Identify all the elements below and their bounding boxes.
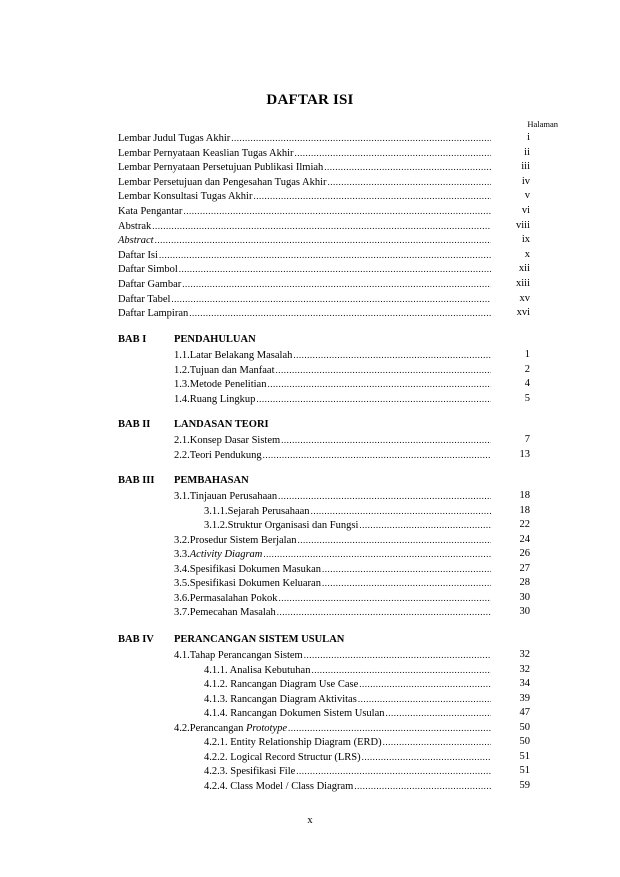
entry-page-number: 50 — [519, 736, 530, 747]
dot-leader — [324, 160, 491, 174]
entry-text-part: Teori Pendukung — [189, 449, 262, 461]
toc-entry[interactable] — [204, 764, 492, 778]
entry-text-part: Tahap Perancangan Sistem — [189, 650, 303, 661]
entry-text-part: Activity Diagram — [189, 549, 263, 560]
toc-entry[interactable] — [174, 392, 492, 406]
entry-text-part: 4.1.2. Rancangan Diagram Use Case — [204, 679, 359, 690]
entry-text — [190, 378, 267, 392]
entry-text — [190, 577, 321, 591]
dot-leader — [328, 175, 491, 189]
toc-entry[interactable] — [174, 591, 492, 605]
toc-entry[interactable] — [174, 533, 492, 547]
entry-page-number: xv — [519, 292, 530, 304]
dot-leader — [171, 292, 491, 306]
entry-text — [204, 664, 310, 678]
entry-text-part: Pemecahan Masalah — [189, 607, 276, 618]
entry-text — [204, 693, 357, 707]
dot-leader — [263, 547, 491, 561]
entry-number: 4.1. — [174, 650, 190, 661]
dot-leader — [267, 377, 491, 391]
entry-page-number: 50 — [519, 721, 530, 733]
entry-text-part: Spesifikasi Dokumen Masukan — [189, 563, 321, 575]
entry-text — [190, 649, 303, 663]
entry-text — [190, 434, 280, 448]
dot-leader — [359, 518, 491, 532]
footer-page-number: x — [307, 815, 313, 826]
toc-entry[interactable] — [204, 735, 492, 749]
dot-leader — [322, 576, 491, 590]
entry-page-number: ii — [524, 146, 530, 158]
entry-text-part: Daftar Gambar — [118, 279, 182, 290]
toc-entry[interactable] — [118, 146, 492, 160]
entry-text-part: Daftar Simbol — [118, 264, 178, 276]
entry-number: 3.1.2. — [204, 520, 228, 531]
entry-number: 2.1. — [174, 435, 190, 446]
toc-entry[interactable] — [174, 433, 492, 447]
toc-entry[interactable] — [174, 348, 492, 362]
entry-text-part: 4.2.1. Entity Relationship Diagram (ERD) — [204, 737, 382, 748]
entry-page-number: 18 — [519, 504, 530, 516]
dot-leader — [311, 504, 491, 518]
entry-text-part: 4.2.3. Spesifikasi File — [204, 766, 296, 777]
dot-leader — [295, 146, 491, 160]
entry-text-part: Lembar Pernyataan Persetujuan Publikasi Ilmiah — [118, 162, 324, 174]
dot-leader — [281, 433, 491, 447]
entry-page-number: 59 — [519, 779, 530, 791]
entry-text — [190, 606, 276, 620]
toc-entry[interactable] — [174, 562, 492, 576]
entry-text — [118, 190, 252, 204]
toc-entry[interactable] — [174, 648, 492, 662]
entry-page-number: 30 — [519, 591, 530, 603]
entry-text-part: 4.1.4. Rancangan Dokumen Sistem Usulan — [204, 708, 385, 719]
entry-text — [190, 393, 256, 407]
toc-entry[interactable] — [174, 363, 492, 377]
toc-entry[interactable] — [204, 504, 492, 518]
toc-entry[interactable] — [118, 292, 492, 306]
toc-entry[interactable] — [118, 204, 492, 218]
entry-page-number: 22 — [519, 519, 530, 530]
dot-leader — [183, 204, 491, 218]
entry-text-part: 4.2.2. Logical Record Structur (LRS) — [204, 751, 361, 763]
dot-leader — [277, 605, 491, 619]
entry-text — [118, 220, 151, 234]
entry-text — [118, 234, 154, 248]
entry-text-part: Lembar Konsultasi Tugas Akhir — [118, 191, 253, 203]
chapter-title[interactable]: PEMBAHASAN — [174, 475, 249, 486]
toc-entry[interactable] — [118, 175, 492, 189]
toc-entry[interactable] — [174, 721, 492, 735]
entry-page-number: 26 — [519, 548, 530, 559]
entry-number: 3.7. — [174, 607, 190, 618]
entry-text — [190, 563, 321, 577]
entry-text — [118, 147, 294, 161]
dot-leader — [182, 277, 491, 291]
entry-number: 1.4. — [174, 393, 190, 405]
entry-page-number: 51 — [519, 765, 530, 776]
dot-leader — [253, 189, 491, 203]
dot-leader — [256, 392, 491, 406]
dot-leader — [311, 663, 491, 677]
entry-number: 1.1. — [174, 350, 190, 361]
entry-number: 3.2. — [174, 534, 190, 546]
entry-page-number: 32 — [519, 649, 530, 660]
dot-leader — [362, 750, 491, 764]
toc-entry[interactable] — [118, 306, 492, 320]
entry-text-part: Latar Belakang Masalah — [189, 350, 293, 361]
entry-page-number: 27 — [519, 562, 530, 574]
entry-text-part: Permasalahan Pokok — [189, 592, 278, 604]
dot-leader — [358, 692, 491, 706]
entry-text — [118, 205, 182, 219]
entry-text-part: Daftar Tabel — [118, 293, 171, 305]
toc-entry[interactable] — [204, 750, 492, 764]
toc-entry[interactable] — [204, 706, 492, 720]
entry-number: 3.3. — [174, 549, 190, 560]
entry-page-number: 47 — [519, 707, 530, 718]
toc-entry[interactable] — [118, 233, 492, 247]
dot-leader — [179, 262, 491, 276]
entry-page-number: iv — [521, 175, 530, 187]
toc-entry[interactable] — [204, 779, 492, 793]
entry-page-number: 13 — [519, 448, 530, 460]
entry-number: 4.2. — [174, 722, 190, 734]
entry-page-number: xiii — [515, 278, 530, 289]
dot-leader — [155, 233, 491, 247]
dot-leader — [263, 448, 491, 462]
entry-text-part: Daftar Lampiran — [118, 308, 189, 320]
entry-text — [190, 490, 277, 504]
entry-text — [204, 707, 385, 721]
chapter-title[interactable]: PENDAHULUAN — [174, 334, 256, 345]
dot-leader — [383, 735, 491, 749]
toc-entry[interactable] — [174, 377, 492, 391]
entry-text — [118, 293, 170, 307]
dot-leader — [189, 306, 491, 320]
entry-page-number: x — [524, 248, 530, 260]
entry-text — [228, 505, 310, 519]
entry-text — [190, 548, 263, 562]
entry-text — [118, 132, 230, 146]
entry-text — [118, 278, 181, 292]
entry-page-number: xvi — [516, 307, 530, 319]
dot-leader — [359, 677, 491, 691]
entry-text-part: Tinjauan Perusahaan — [189, 491, 278, 502]
toc-entry[interactable] — [174, 547, 492, 561]
toc-entry[interactable] — [204, 692, 492, 706]
dot-leader — [288, 721, 491, 735]
toc-entry[interactable] — [118, 248, 492, 262]
entry-text-part: Konsep Dasar Sistem — [189, 435, 281, 446]
chapter-label: BAB IV — [118, 634, 154, 645]
dot-leader — [159, 248, 491, 262]
dot-leader — [386, 706, 491, 720]
entry-text — [204, 736, 382, 750]
entry-page-number: v — [524, 190, 530, 202]
entry-text — [190, 364, 275, 378]
entry-text-part: Tujuan dan Manfaat — [189, 364, 275, 376]
entry-number: 3.1. — [174, 491, 190, 502]
toc-entry[interactable] — [118, 189, 492, 203]
page-title: DAFTAR ISI — [266, 92, 354, 108]
chapter-label: BAB II — [118, 419, 151, 430]
entry-text — [118, 307, 188, 321]
entry-text-part: Sejarah Perusahaan — [227, 505, 310, 517]
toc-entry[interactable] — [204, 677, 492, 691]
chapter-title[interactable]: LANDASAN TEORI — [174, 419, 269, 430]
entry-number: 3.1.1. — [204, 505, 228, 517]
toc-entry[interactable] — [204, 663, 492, 677]
entry-text — [204, 678, 358, 692]
entry-page-number: 5 — [524, 392, 530, 404]
entry-text-part: Prototype — [246, 722, 288, 734]
toc-entry[interactable] — [118, 160, 492, 174]
toc-entry[interactable] — [174, 605, 492, 619]
entry-page-number: 30 — [519, 606, 530, 617]
dot-leader — [322, 562, 491, 576]
toc-entry[interactable] — [174, 448, 492, 462]
dot-leader — [296, 764, 491, 778]
entry-page-number: 2 — [524, 363, 530, 375]
entry-number: 1.2. — [174, 364, 190, 376]
entry-text-part: Spesifikasi Dokumen Keluaran — [189, 578, 321, 589]
dot-leader — [354, 779, 491, 793]
entry-text-part: Prosedur Sistem Berjalan — [189, 534, 297, 546]
entry-page-number: 51 — [519, 750, 530, 762]
entry-text-part: Kata Pengantar — [118, 206, 183, 217]
entry-text — [204, 780, 353, 794]
entry-text-part: Abstract — [118, 235, 154, 247]
entry-page-number: iii — [521, 161, 530, 173]
entry-page-number: 1 — [524, 349, 530, 360]
entry-page-number: 18 — [519, 490, 530, 501]
entry-page-number: 7 — [524, 434, 530, 445]
entry-page-number: 4 — [524, 378, 530, 389]
entry-page-number: 32 — [519, 663, 530, 675]
entry-text-part: Lembar Persetujuan dan Pengesahan Tugas Akhir — [118, 176, 327, 188]
toc-entry[interactable] — [118, 219, 492, 233]
entry-text-part: 4.1.3. Rancangan Diagram Aktivitas — [204, 693, 357, 705]
entry-page-number: viii — [515, 219, 530, 231]
entry-page-number: vi — [521, 205, 530, 216]
toc-entry[interactable] — [174, 576, 492, 590]
entry-text — [190, 449, 262, 463]
entry-text-part: Abstrak — [118, 220, 152, 232]
entry-page-number: ix — [521, 234, 530, 246]
dot-leader — [304, 648, 491, 662]
entry-text-part: 4.2.4. Class Model / Class Diagram — [204, 780, 354, 792]
entry-text — [118, 249, 158, 263]
entry-text — [190, 592, 278, 606]
dot-leader — [293, 348, 491, 362]
entry-text-part: Daftar Isi — [118, 249, 158, 261]
toc-entry[interactable] — [118, 262, 492, 276]
entry-text-part: Metode Penelitian — [189, 379, 267, 390]
entry-text — [118, 161, 323, 175]
entry-page-number: 39 — [519, 692, 530, 704]
entry-text — [118, 176, 327, 190]
toc-entry[interactable] — [174, 489, 492, 503]
entry-text-part: Ruang Lingkup — [189, 393, 256, 405]
entry-text — [190, 349, 293, 363]
entry-page-number: 28 — [519, 577, 530, 588]
entry-number: 1.3. — [174, 379, 190, 390]
entry-number: 3.6. — [174, 592, 190, 604]
entry-text — [204, 765, 295, 779]
entry-text — [204, 751, 361, 765]
entry-number: 3.5. — [174, 578, 190, 589]
dot-leader — [278, 489, 491, 503]
entry-page-number: 34 — [519, 678, 530, 689]
entry-text — [190, 534, 297, 548]
chapter-label: BAB I — [118, 334, 147, 345]
toc-entry[interactable] — [118, 277, 492, 291]
dot-leader — [231, 131, 491, 145]
chapter-title[interactable]: PERANCANGAN SISTEM USULAN — [174, 634, 345, 645]
entry-text-part: Lembar Judul Tugas Akhir — [118, 133, 231, 144]
dot-leader — [276, 363, 491, 377]
entry-text-part: Struktur Organisasi dan Fungsi — [227, 520, 359, 531]
dot-leader — [279, 591, 491, 605]
entry-page-number: xii — [518, 263, 530, 275]
entry-text-part: Perancangan — [189, 722, 247, 734]
dot-leader — [297, 533, 491, 547]
toc-entry[interactable] — [204, 518, 492, 532]
toc-entry[interactable] — [118, 131, 492, 145]
chapter-label: BAB III — [118, 475, 155, 486]
entry-text — [190, 722, 287, 736]
entry-text-part: 4.1.1. Analisa Kebutuhan — [204, 664, 311, 676]
entry-number: 3.4. — [174, 563, 190, 575]
entry-number: 2.2. — [174, 449, 190, 461]
halaman-label: Halaman — [527, 119, 558, 129]
entry-text — [118, 263, 178, 277]
entry-page-number: 24 — [519, 533, 530, 545]
dot-leader — [152, 219, 491, 233]
entry-text-part: Lembar Pernyataan Keaslian Tugas Akhir — [118, 147, 294, 159]
entry-text — [228, 519, 359, 533]
entry-page-number: i — [527, 132, 530, 143]
